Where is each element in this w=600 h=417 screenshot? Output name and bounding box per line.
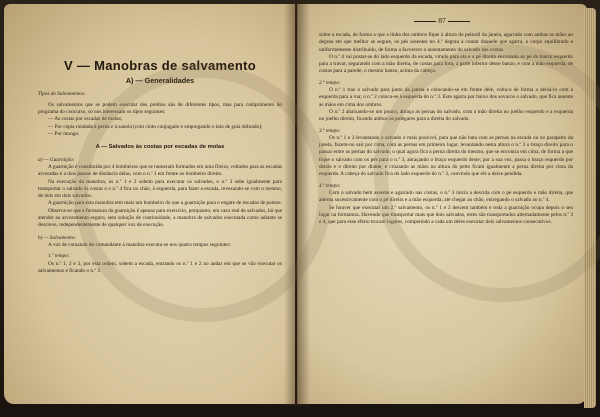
guarnicao-label: a) — Guarnição: (38, 156, 75, 163)
guarnicao-paragraph-3: A guarnição para esta manobra tem mais um bombeiro do que a guarnição para o engate de escadas de pontos. (48, 200, 282, 207)
tempo-2-label: 2.º tempo: (319, 79, 341, 86)
right-page-text (319, 32, 573, 226)
right-page (297, 4, 587, 404)
tempo-2-text-b: O n.º 2 abaixando-se um pouco, abraça as pernas do salvado, com a mão direita no joelho esquerdo e a esquerda no joelho direito, ficando ambos os polegares para a direita do salvado. (319, 108, 573, 123)
tempo-3-label: 3.º tempo: (319, 127, 341, 134)
tempo-2-text: O n.º 1 traz o salvado para junto da janela e colocando-se em frente dele, volta-o de forma a deixá-lo com a esquerda para a rua; o n.º 2 coloca-se à esquerda do n.º 3. Este agarra por baixo dos sovacos o salvado, que fica assente as mãos em cima dos ombros. (319, 87, 573, 108)
page-number: 87 (397, 16, 487, 25)
tempo-4-label: 4.º tempo: (319, 182, 341, 189)
tempo-1-text: Os n.º 1, 2 e 3, por esta ordem, sobem a escada, entrando os n.º 1 e 2 no andar em que se vão executar os salvamentos e ficando o n.º 3 (38, 260, 282, 274)
type-item-1: — As costas por escadas de molas; (48, 116, 123, 123)
open-book (4, 4, 594, 412)
tempo-3-text: Os n.º 1 e 2 levantando o salvado o mais possível, para que não bata com as pernas na escada ou no parapeito da janela, fazem-no sair por cima, com as pernas em primeiro lugar, levantando nesta altura o n.º 3 o braço direito para o passar entre as pernas do salvado, o qual agora fica a perna direita do mesmo, que se encontra em cima, de forma a que fique o salvado com os pés para o n.º 3, abraçando o braço esquerdo deste; por a sua vez, passa o braço esquerdo por detrás e o direito por diante, e cruzando as mãos na altura do peito ficam igualmente a perna direita por cima da esquerda. A cabeça do salvado fica do lado esquerdo do n.º 3, convindo que ele a deixe pendida. (319, 134, 573, 178)
right-paragraph-1: sobre a escada, de forma a que a linha dos ombros fique à altura do peitoril da janela, agarrado com ambas as mãos ao degrau em que melhor se segure, os pés assentes no 4.º degrau a contar daquele que agarra, o corpo equilibrado e uniformemente distribuído, de forma a favorecer o assentamento do salvado nas costas. (319, 32, 573, 53)
tempo-4-text: Com o salvado bem assente e agarrado nas costas, o n.º 3 inicia a descida com o pé esquerdo e mão direita, que alterna sucessivamente com o pé direito e a mão esquerda; até chegar ao chão, entregando o salvado ao n.º 4. (319, 189, 573, 204)
guarnicao-paragraph-2: Na execução da manobra, os n.º 1 e 2 sobem para executar os salvados, o n.º 3 sobe igualmente para transportar o salvado às costas e o n.º 4 fica no chão, à esquerda, para fazer a escada, revezando-se com o mesmo, de dois em dois salvados. (38, 178, 282, 200)
section-title: A) — Generalidades (125, 76, 195, 86)
page-edges (584, 8, 596, 408)
chapter-title: V — Manobras de salvamento (63, 58, 257, 73)
types-intro: Os salvamentos que se podem executar dos prédios são de diferentes tipos, mas para cumprimento do programa do concurso, só nos interessam os tipos seguintes: (38, 101, 282, 116)
tempo-1-label: 1.º tempo: (48, 253, 70, 260)
left-page (4, 4, 295, 404)
types-label: Tipos de Salvamentos: (38, 90, 86, 97)
subsection-title: A — Salvados às costas por escadas de molas (95, 144, 225, 151)
type-item-3: — Por mongo. (48, 131, 80, 138)
type-item-2: — Por cepia rondada à perna e à sanola (com cinto conjugado e empregando o laio de guia dobrado); (48, 123, 263, 130)
right-paragraph-2: O n.º 4 vai postar-se do lado esquerdo da escada, virado para ela e o pé direito encostado ao pé do banzo esquerdo para a travar, segurando com a mão direita, de costas para fora, a parte inferior desse banzo, e com a mão esquerda, de costas para a parede, o mesmo banzo, acima da cabeça. (319, 53, 573, 75)
tempo-4-text-b: Se houver que executar um 2.º salvamento, os n.º 1 e 2 descem também e toda a guarnição ocupa depois o seu lugar na formatura. Havendo que transportar mais que dois salvados, estes são transportados alternadamente pelos n.º 3 e 4, que para esse efeito trocam lugares, competindo a cada um deles executar dois salvamentos consecutivos. (319, 204, 573, 226)
salvamento-label: b) — Salvamento: (38, 234, 77, 241)
guarnicao-paragraph-4: Observa-se que a formatura da guarnição é apenas para exercício, porquanto, em caso real de salvados, há que atender ao arvoramento seguro, sem solução de continuidade, a manobra de salvados executada como adiante se descreve, independentemente de qualquer voz de execução. (38, 207, 282, 229)
salvamento-paragraph: A voz de comando do comandante à manobra executa-se nos quatro tempos seguintes: (48, 241, 231, 248)
left-page-text (38, 58, 282, 275)
guarnicao-paragraph-1: A guarnição é constituída por 4 bombeiros que se numeram formados em uma fileira, voltados para as escadas arvoradas e a dois passos de distância delas, com o n.º 1 em frente ao bombeiro direito. (38, 163, 282, 178)
